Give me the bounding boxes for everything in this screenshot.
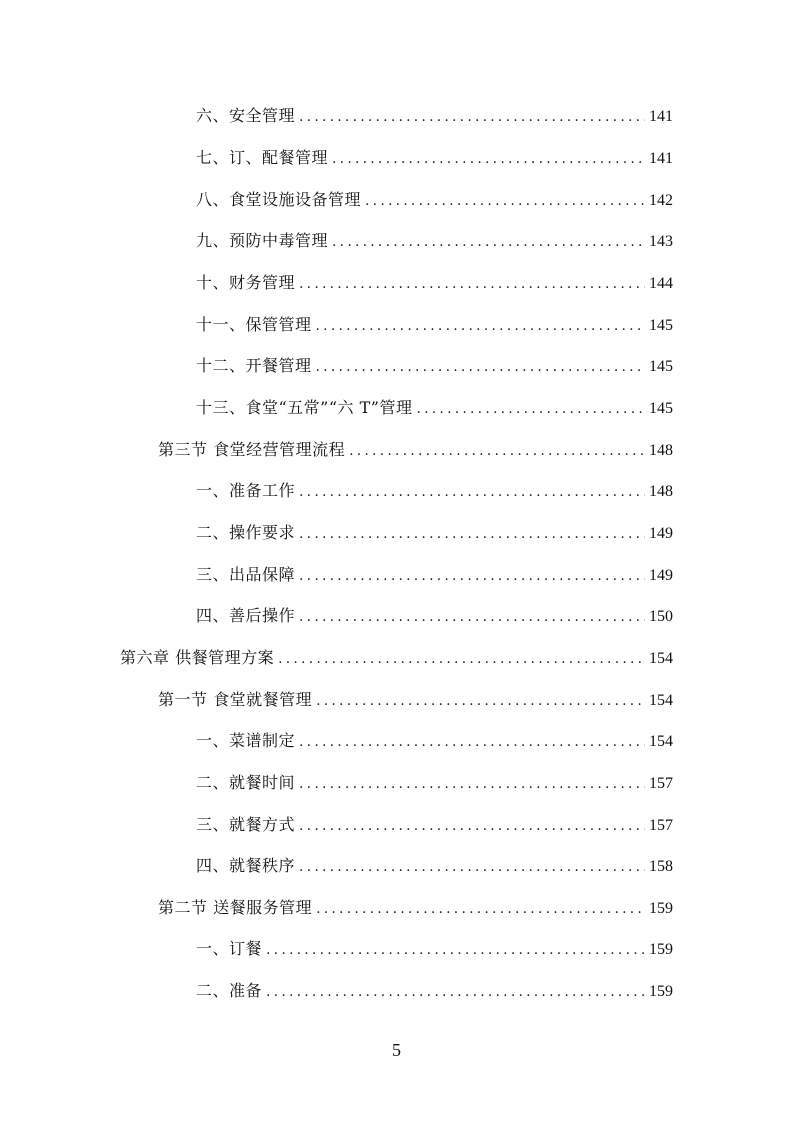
toc-entry-title: 第一节 食堂就餐管理 <box>158 690 313 709</box>
toc-entry-title: 十二、开餐管理 <box>196 356 312 375</box>
toc-entry-page: 150 <box>649 608 673 625</box>
dot-leader <box>316 691 645 711</box>
toc-entry[interactable] <box>196 856 673 876</box>
toc-entry[interactable] <box>196 939 673 959</box>
toc-entry-title: 六、安全管理 <box>196 106 296 125</box>
toc-entry-title: 二、操作要求 <box>196 523 296 542</box>
dot-leader <box>416 399 645 419</box>
toc-entry-page: 143 <box>649 233 673 250</box>
toc-entry-title: 第二节 送餐服务管理 <box>158 898 313 917</box>
toc-entry[interactable] <box>196 523 673 543</box>
dot-leader <box>299 857 645 877</box>
toc-entry-title: 三、就餐方式 <box>196 815 296 834</box>
toc-entry-title: 七、订、配餐管理 <box>196 148 329 167</box>
toc-entry-page: 149 <box>649 525 673 542</box>
toc-entry-page: 145 <box>649 358 673 375</box>
toc-entry[interactable] <box>196 981 673 1001</box>
toc-entry[interactable] <box>196 190 673 210</box>
toc-entry[interactable] <box>196 315 673 335</box>
toc-entry-title: 四、就餐秩序 <box>196 856 296 875</box>
toc-entry-page: 159 <box>649 983 673 1000</box>
dot-leader <box>332 232 645 252</box>
toc-entry[interactable] <box>196 398 673 418</box>
dot-leader <box>299 816 645 836</box>
toc-entry[interactable] <box>158 690 673 710</box>
dot-leader <box>299 732 645 752</box>
toc-entry[interactable] <box>196 148 673 168</box>
dot-leader <box>299 566 645 586</box>
toc-entry-page: 142 <box>649 192 673 209</box>
toc-entry[interactable] <box>196 481 673 501</box>
toc-entry[interactable] <box>196 773 673 793</box>
dot-leader <box>349 441 645 461</box>
toc-entry[interactable] <box>196 356 673 376</box>
toc-entry[interactable] <box>120 648 673 668</box>
toc-entry-page: 141 <box>649 150 673 167</box>
dot-leader <box>266 940 645 960</box>
dot-leader <box>365 191 645 211</box>
toc-entry[interactable] <box>196 565 673 585</box>
dot-leader <box>299 107 645 127</box>
toc-entry-page: 157 <box>649 775 673 792</box>
toc-entry-page: 159 <box>649 941 673 958</box>
dot-leader <box>332 149 645 169</box>
toc-entry[interactable] <box>196 606 673 626</box>
dot-leader <box>299 482 645 502</box>
toc-entry-page: 154 <box>649 650 673 667</box>
toc-entry[interactable] <box>158 440 673 460</box>
dot-leader <box>299 607 645 627</box>
toc-entry-title: 二、就餐时间 <box>196 773 296 792</box>
toc-entry-title: 一、订餐 <box>196 939 263 958</box>
toc-entry[interactable] <box>196 731 673 751</box>
toc-entry-page: 148 <box>649 483 673 500</box>
toc-entry-page: 141 <box>649 108 673 125</box>
toc-entry[interactable] <box>196 815 673 835</box>
toc-entry-page: 154 <box>649 733 673 750</box>
toc-entry-page: 159 <box>649 900 673 917</box>
dot-leader <box>266 982 645 1002</box>
toc-entry-title: 第三节 食堂经营管理流程 <box>158 440 346 459</box>
toc-entry-page: 157 <box>649 817 673 834</box>
toc-entry-title: 十一、保管管理 <box>196 315 312 334</box>
toc-entry[interactable] <box>196 273 673 293</box>
dot-leader <box>316 316 645 336</box>
dot-leader <box>316 899 645 919</box>
toc-entry-page: 154 <box>649 692 673 709</box>
toc-entry-page: 149 <box>649 567 673 584</box>
toc-entry-title: 一、准备工作 <box>196 481 296 500</box>
toc-entry-title: 九、预防中毒管理 <box>196 231 329 250</box>
dot-leader <box>278 649 645 669</box>
toc-entry-title: 八、食堂设施设备管理 <box>196 190 362 209</box>
toc-entry-page: 144 <box>649 275 673 292</box>
dot-leader <box>316 357 645 377</box>
toc-entry-page: 145 <box>649 400 673 417</box>
page-number: 5 <box>392 1040 401 1060</box>
toc-entry[interactable] <box>196 106 673 126</box>
toc-entry-title: 四、善后操作 <box>196 606 296 625</box>
dot-leader <box>299 774 645 794</box>
toc-entry-title: 三、出品保障 <box>196 565 296 584</box>
toc-entry-page: 148 <box>649 442 673 459</box>
toc-entry-title: 十三、食堂“五常”“六 T”管理 <box>196 398 413 417</box>
dot-leader <box>299 524 645 544</box>
toc-entry-page: 145 <box>649 317 673 334</box>
toc-entry-title: 二、准备 <box>196 981 263 1000</box>
toc-entry-title: 十、财务管理 <box>196 273 296 292</box>
toc-entry[interactable] <box>158 898 673 918</box>
toc-entry-title: 第六章 供餐管理方案 <box>120 648 275 667</box>
toc-entry-title: 一、菜谱制定 <box>196 731 296 750</box>
toc-entry-page: 158 <box>649 858 673 875</box>
dot-leader <box>299 274 645 294</box>
toc-entry[interactable] <box>196 231 673 251</box>
